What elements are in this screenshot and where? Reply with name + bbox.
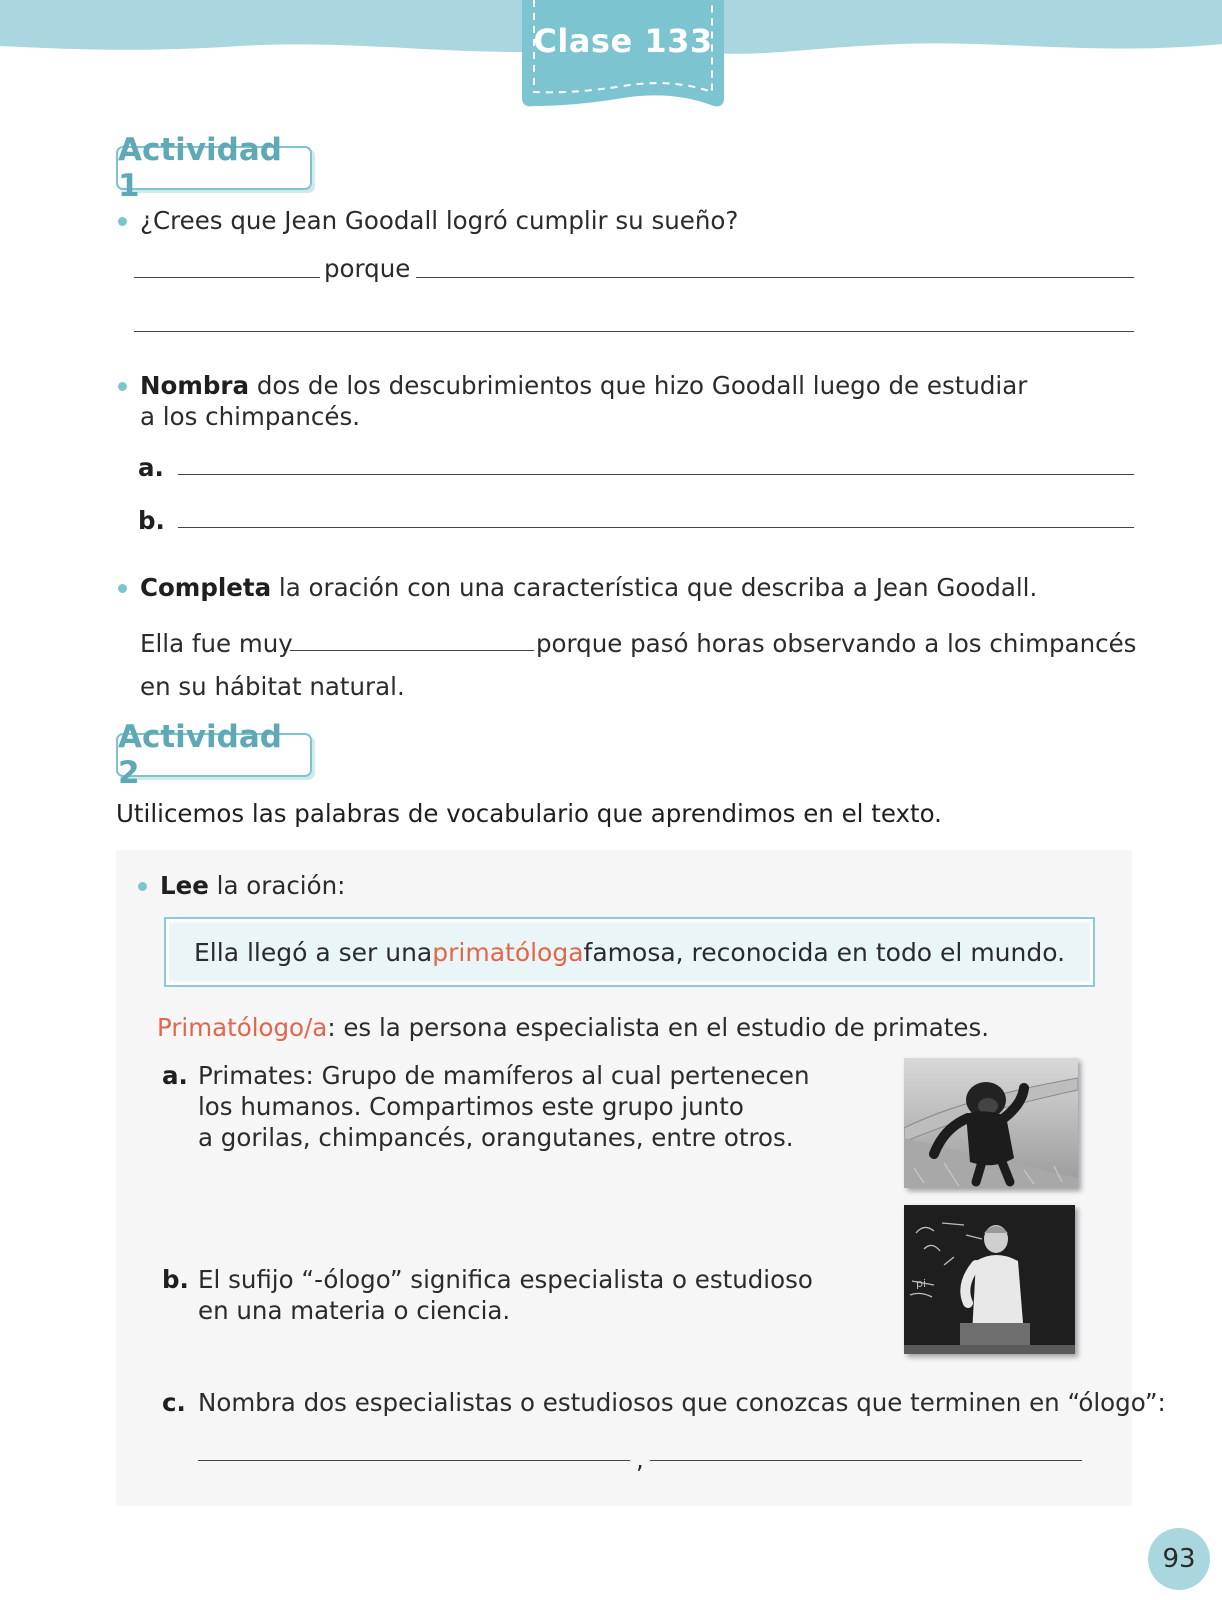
item-c-letter: c. [162, 1388, 186, 1417]
sentence-line-2: en su hábitat natural. [140, 672, 405, 701]
item-c-line-1: Nombra dos especialistas o estudiosos que conozcas que terminen en “ólogo”: [198, 1388, 1166, 1417]
bullet-icon [138, 882, 147, 891]
porque-label: porque [324, 254, 411, 283]
svg-text:pi: pi [916, 1277, 927, 1290]
sentence-end: porque pasó horas observando a los chimpancés [536, 629, 1137, 658]
definition: Primatólogo/a: es la persona especialista en el estudio de primates. [157, 1013, 990, 1042]
lee-instruction: Lee la oración: [160, 871, 346, 900]
activity-2-intro: Utilicemos las palabras de vocabulario que aprendimos en el texto. [116, 799, 942, 828]
comma: , [636, 1445, 644, 1474]
question-1: ¿Crees que Jean Goodall logró cumplir su sueño? [140, 206, 739, 235]
answer-line-reason-2[interactable] [134, 331, 1134, 332]
activity-1-label: Actividad 1 [116, 146, 312, 190]
chimpanzee-photo [904, 1058, 1078, 1188]
sentence-start: Ella fue muy [140, 629, 293, 658]
question-3: Completa la oración con una característica que describa a Jean Goodall. [140, 573, 1038, 602]
bullet-icon [118, 217, 127, 226]
answer-line-b[interactable] [178, 527, 1134, 528]
item-a-label: a. [138, 453, 164, 482]
activity-2-label: Actividad 2 [116, 733, 312, 777]
answer-line-yes-no[interactable] [134, 277, 320, 278]
answer-line-characteristic[interactable] [290, 650, 534, 651]
item-b-line-2: en una materia o ciencia. [198, 1296, 511, 1325]
item-b-label: b. [138, 506, 165, 535]
answer-line-specialist-2[interactable] [650, 1460, 1082, 1461]
bullet-icon [118, 382, 127, 391]
class-title: Clase 133 [533, 22, 713, 60]
item-a-line-1: Primates: Grupo de mamíferos al cual pertenecen [198, 1061, 810, 1090]
example-sentence-box: Ella llegó a ser una primatóloga famosa, reconocida en todo el mundo. [164, 917, 1095, 987]
page-number: 93 [1148, 1528, 1210, 1590]
answer-line-reason[interactable] [416, 277, 1134, 278]
scientist-blackboard-photo [904, 1205, 1075, 1354]
item-a-line-2: los humanos. Compartimos este grupo junto [198, 1092, 744, 1121]
question-2: Nombra dos de los descubrimientos que hizo Goodall luego de estudiar [140, 371, 1028, 400]
item-a-letter: a. [162, 1061, 188, 1090]
highlighted-word: primatóloga [432, 937, 584, 967]
item-b-line-1: El sufijo “-ólogo” significa especialista o estudioso [198, 1265, 813, 1294]
question-2-line-2: a los chimpancés. [140, 402, 361, 431]
item-a-line-3: a gorilas, chimpancés, orangutanes, entre otros. [198, 1123, 794, 1152]
answer-line-a[interactable] [178, 474, 1134, 475]
answer-line-specialist-1[interactable] [198, 1460, 630, 1461]
bullet-icon [118, 584, 127, 593]
item-b-letter: b. [162, 1265, 189, 1294]
